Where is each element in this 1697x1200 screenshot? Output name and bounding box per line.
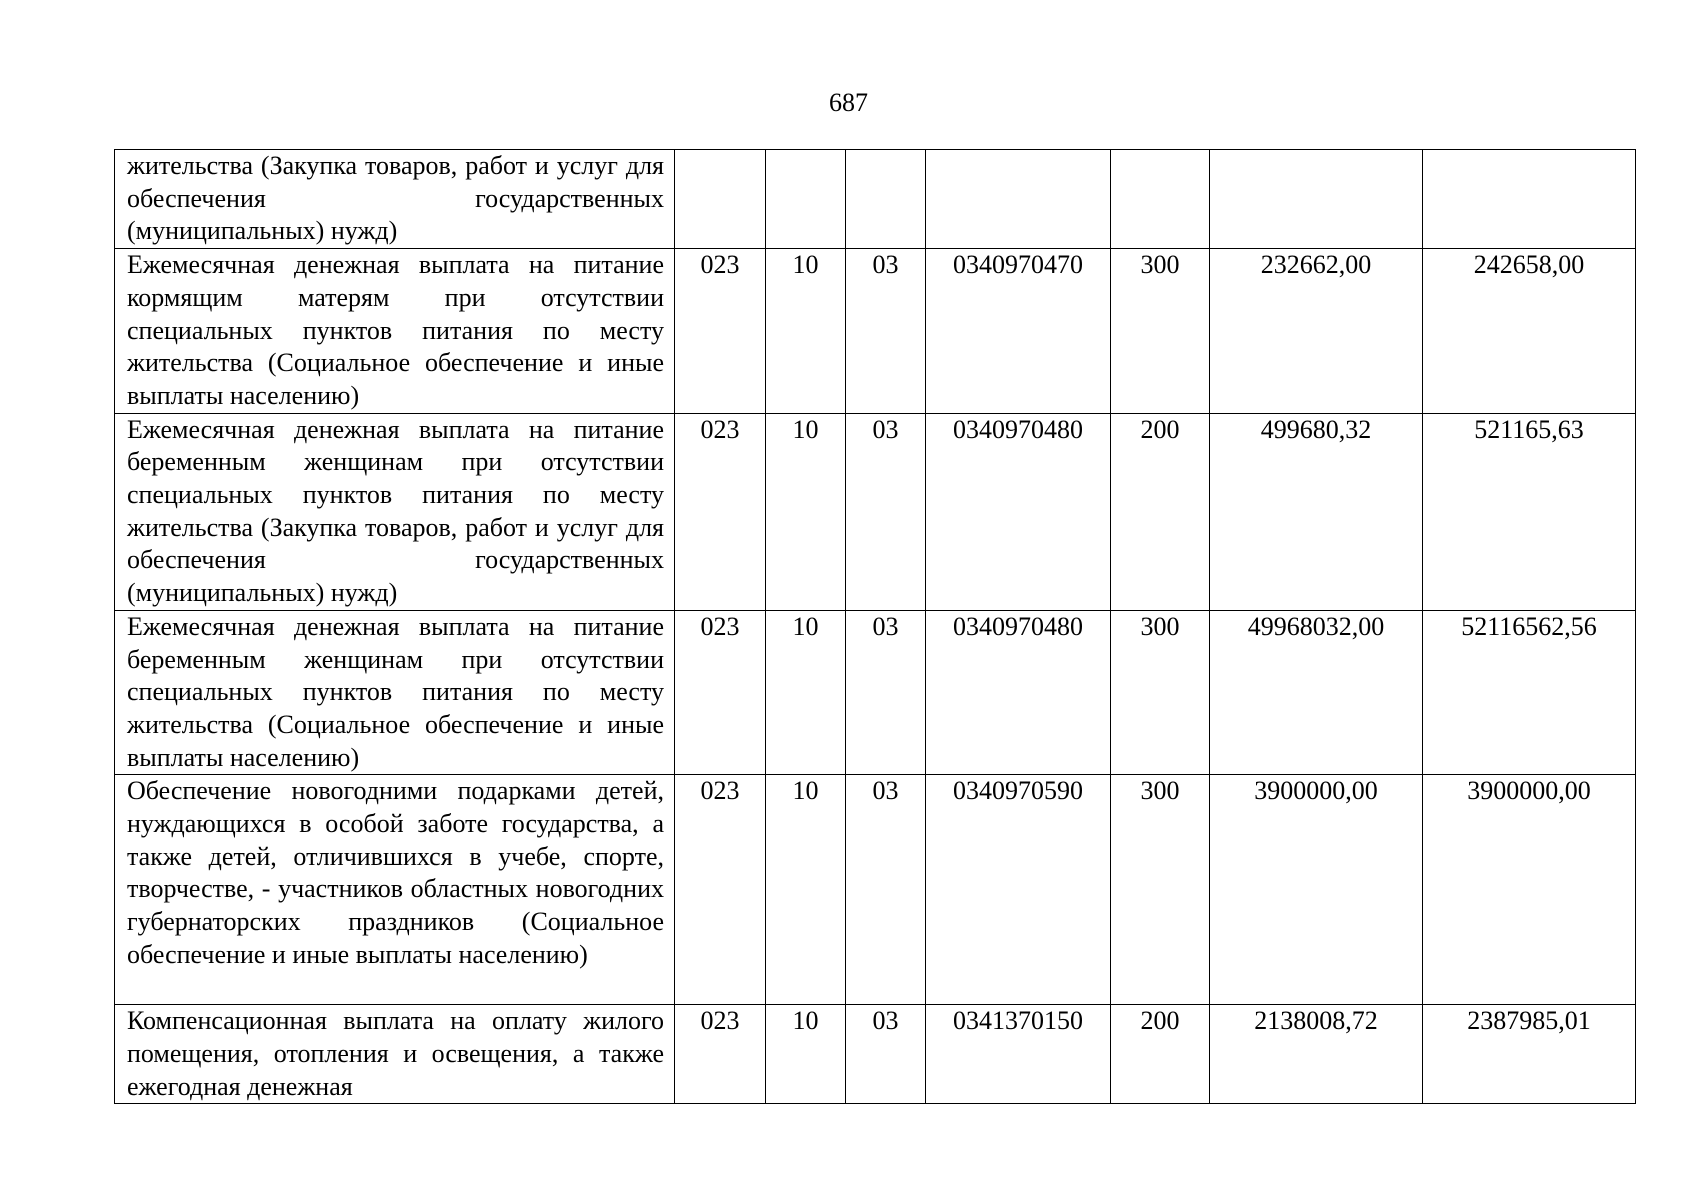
- page-number: 687: [829, 88, 868, 117]
- expense-type-code: 300: [1111, 775, 1210, 1005]
- row-description: Ежемесячная денежная выплата на питание беременным женщинам при отсутствии специальных пунктов питания по месту жительства (Социальное обеспечение и иные выплаты населению): [115, 610, 675, 775]
- target-article-code: 0340970470: [926, 249, 1111, 414]
- subsection-code: 03: [846, 775, 926, 1005]
- ministry-code: 023: [675, 775, 766, 1005]
- subsection-code: [846, 150, 926, 249]
- sum-year-2: 242658,00: [1423, 249, 1636, 414]
- target-article-code: 0340970590: [926, 775, 1111, 1005]
- target-article-code: 0341370150: [926, 1005, 1111, 1104]
- row-description: Обеспечение новогодними подарками детей, нуждающихся в особой заботе государства, а также детей, отличившихся в учебе, спорте, творчестве, - участников областных новогодних губернаторских праздников (Социальное обеспечение и иные выплаты населению): [115, 775, 675, 1005]
- sum-year-1: 2138008,72: [1210, 1005, 1423, 1104]
- sum-year-1: 499680,32: [1210, 413, 1423, 610]
- row-description: Ежемесячная денежная выплата на питание беременным женщинам при отсутствии специальных пунктов питания по месту жительства (Закупка товаров, работ и услуг для обеспечения государственных (муниципальных) нужд): [115, 413, 675, 610]
- table-row: [115, 413, 1636, 610]
- sum-year-2: 2387985,01: [1423, 1005, 1636, 1104]
- row-description: Ежемесячная денежная выплата на питание кормящим матерям при отсутствии специальных пунктов питания по месту жительства (Социальное обеспечение и иные выплаты населению): [115, 249, 675, 414]
- ministry-code: 023: [675, 1005, 766, 1104]
- section-code: 10: [766, 1005, 846, 1104]
- section-code: 10: [766, 610, 846, 775]
- expense-type-code: 300: [1111, 610, 1210, 775]
- ministry-code: 023: [675, 610, 766, 775]
- subsection-code: 03: [846, 413, 926, 610]
- table-row: [115, 150, 1636, 249]
- budget-table: [114, 149, 1636, 1104]
- ministry-code: 023: [675, 413, 766, 610]
- subsection-code: 03: [846, 249, 926, 414]
- expense-type-code: [1111, 150, 1210, 249]
- sum-year-2: 521165,63: [1423, 413, 1636, 610]
- section-code: 10: [766, 413, 846, 610]
- row-description: Компенсационная выплата на оплату жилого помещения, отопления и освещения, а также ежегодная денежная: [115, 1005, 675, 1104]
- subsection-code: 03: [846, 1005, 926, 1104]
- row-description: жительства (Закупка товаров, работ и услуг для обеспечения государственных (муниципальных) нужд): [115, 150, 675, 249]
- target-article-code: 0340970480: [926, 413, 1111, 610]
- sum-year-2: [1423, 150, 1636, 249]
- ministry-code: [675, 150, 766, 249]
- table-row: [115, 1005, 1636, 1104]
- target-article-code: 0340970480: [926, 610, 1111, 775]
- target-article-code: [926, 150, 1111, 249]
- sum-year-2: 3900000,00: [1423, 775, 1636, 1005]
- section-code: [766, 150, 846, 249]
- sum-year-1: [1210, 150, 1423, 249]
- sum-year-1: 49968032,00: [1210, 610, 1423, 775]
- subsection-code: 03: [846, 610, 926, 775]
- expense-type-code: 300: [1111, 249, 1210, 414]
- table-row: [115, 775, 1636, 1005]
- sum-year-1: 3900000,00: [1210, 775, 1423, 1005]
- sum-year-1: 232662,00: [1210, 249, 1423, 414]
- expense-type-code: 200: [1111, 1005, 1210, 1104]
- sum-year-2: 52116562,56: [1423, 610, 1636, 775]
- table-row: [115, 249, 1636, 414]
- section-code: 10: [766, 775, 846, 1005]
- ministry-code: 023: [675, 249, 766, 414]
- table-row: [115, 610, 1636, 775]
- expense-type-code: 200: [1111, 413, 1210, 610]
- section-code: 10: [766, 249, 846, 414]
